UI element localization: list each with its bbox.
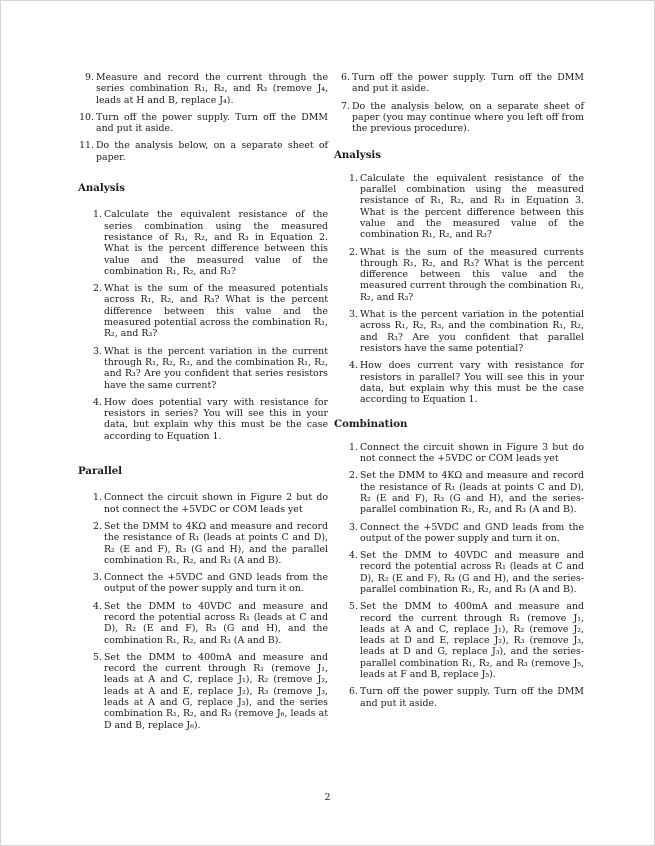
- left-column: [78, 72, 328, 737]
- combination-procedure-list: [334, 442, 584, 709]
- list-item: 10. Turn off the power supply. Turn off the DMM and put it aside.: [79, 111, 328, 135]
- list-item: 4. How does potential vary with resistance for resistors in series? You will see this in your data, but explain why this must be the case according to Equation 1.: [93, 396, 328, 442]
- procedure-list-continued: [78, 72, 328, 163]
- parallel-procedure-list: [78, 492, 328, 731]
- page-number: 2: [324, 792, 331, 803]
- list-item: 9. Measure and record the current through the series combination R₁, R₂, and R₃ (remove J₄, leads at H and B, replace J₄).: [85, 72, 328, 106]
- section-heading-analysis: Analysis: [334, 149, 382, 162]
- series-analysis-list: [78, 209, 328, 442]
- list-item: 5. Set the DMM to 400mA and measure and record the current through R₁ (remove J₁, leads at A and C, replace J₁), R₂ (remove J₂, leads at A and E, replace J₂), R₃ (remove J₃, leads at A and G, replace J₃), and the series combination R₁, R₂, and R₃ (remove J₆, leads at D and B, replace J₆).: [93, 651, 328, 731]
- list-item: 2. Set the DMM to 4KΩ and measure and record the resistance of R₁ (leads at points C and D), R₂ (E and F), R₃ (G and H), and the series-parallel combination R₁, R₂, and R₃ (A and B).: [349, 470, 584, 516]
- section-heading-parallel: Parallel: [78, 465, 123, 478]
- list-item: 3. Connect the +5VDC and GND leads from the output of the power supply and turn it on.: [349, 521, 584, 544]
- right-column: [334, 72, 584, 715]
- parallel-procedure-list-continued: [334, 72, 584, 134]
- list-item: 7. Do the analysis below, on a separate sheet of paper (you may continue where you left off from the previous procedure).: [341, 100, 584, 135]
- section-heading-analysis: Analysis: [78, 182, 126, 195]
- list-item: 6. Turn off the power supply. Turn off the DMM and put it aside.: [341, 72, 584, 95]
- list-item: 1. Connect the circuit shown in Figure 3 but do not connect the +5VDC or COM leads yet: [349, 441, 584, 465]
- list-item: 2. What is the sum of the measured potentials across R₁, R₂, and R₃? What is the percent difference between this value and the measured potential across the combination R₁, R₂, and R₃?: [93, 283, 328, 340]
- parallel-analysis-list: [334, 173, 584, 406]
- list-item: 4. Set the DMM to 40VDC and measure and record the potential across R₁ (leads at C and D), R₂ (E and F), R₃ (G and H), and the combination R₁, R₂, and R₃ (A and B).: [93, 600, 328, 646]
- list-item: 2. What is the sum of the measured currents through R₁, R₂, and R₃? What is the percent difference between this value and the measured current through the combination R₁, R₂, and R₃?: [349, 246, 584, 303]
- list-item: 3. Connect the +5VDC and GND leads from the output of the power supply and turn it on.: [93, 572, 328, 595]
- section-heading-combination: Combination: [334, 418, 408, 431]
- list-item: 4. Set the DMM to 40VDC and measure and record the potential across R₁ (leads at C and D), R₂ (E and F), R₃ (G and H), and the series-parallel combination R₁, R₂, and R₃ (A and B).: [349, 550, 584, 595]
- list-item: 3. What is the percent variation in the potential across R₁, R₂, R₃, and the combination R₁, R₂, and R₃? Are you confident that parallel resistors have the same potential?: [349, 309, 584, 354]
- list-item: 3. What is the percent variation in the current through R₁, R₂, R₃, and the combination R₁, R₂, and R₃? Are you confident that series resistors have the same current?: [93, 345, 328, 391]
- list-item: 5. Set the DMM to 400mA and measure and record the current through R₁ (remove J₁, leads at A and C, replace J₁), R₂ (remove J₂, leads at D and E, replace J₂), R₃ (remove J₃, leads at D and G, replace J₃), and the series-parallel combination R₁, R₂, and R₃ (remove J₅, leads at F and B, replace J₅).: [349, 601, 584, 681]
- list-item: 6. Turn off the power supply. Turn off the DMM and put it aside.: [349, 686, 584, 709]
- list-item: 1. Calculate the equivalent resistance of the parallel combination using the measured resistance of R₁, R₂, and R₃ in Equation 3. What is the percent difference between this value and the measured value of the combination R₁, R₂, and R₃?: [349, 172, 584, 241]
- list-item: 2. Set the DMM to 4KΩ and measure and record the resistance of R₁ (leads at points C and D), R₂ (E and F), R₃ (G and H), and the parallel combination R₁, R₂, and R₃ (A and B).: [93, 520, 328, 566]
- list-item: 4. How does current vary with resistance for resistors in parallel? You will see this in your data, but explain why this must be the case according to Equation 1.: [349, 360, 584, 406]
- list-item: 1. Connect the circuit shown in Figure 2 but do not connect the +5VDC or COM leads yet: [93, 492, 328, 515]
- list-item: 1. Calculate the equivalent resistance of the series combination using the measured resistance of R₁, R₂, and R₃ in Equation 2. What is the percent difference between this value and the measured value of the combination R₁, R₂, and R₃?: [93, 209, 328, 277]
- list-item: 11. Do the analysis below, on a separate sheet of paper.: [79, 140, 328, 163]
